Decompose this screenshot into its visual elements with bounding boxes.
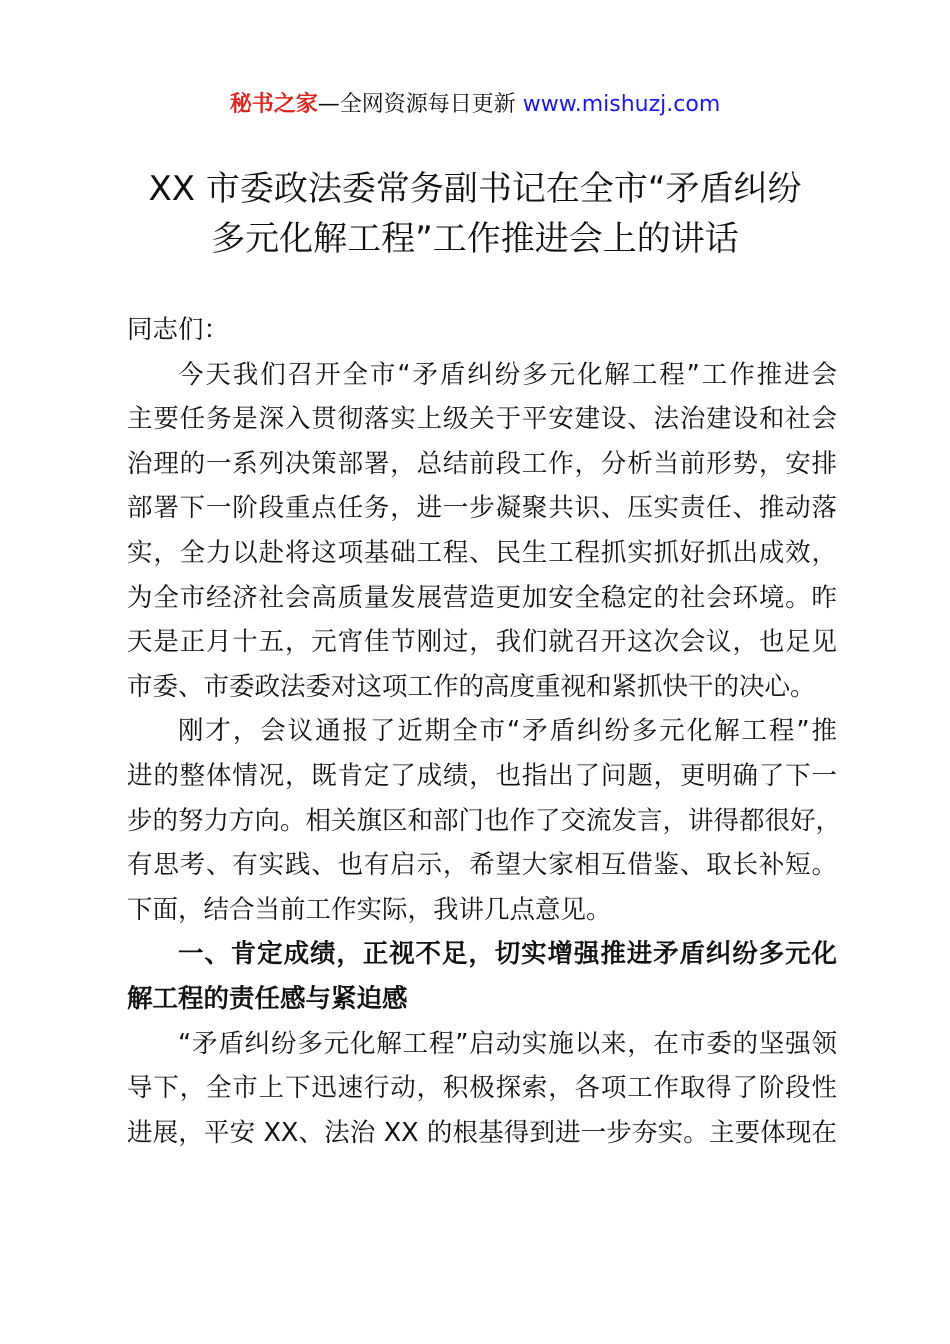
section-heading-1 [127, 932, 837, 1021]
heading-line: 一、肯定成绩，正视不足，切实增强推进矛盾纠纷多元化 [178, 939, 837, 970]
text-line: 为全市经济社会高质量发展营造更加安全稳定的社会环境。昨 [127, 582, 837, 613]
text-line: 步的努力方向。相关旗区和部门也作了交流发言，讲得都很好， [127, 805, 842, 836]
site-brand: 秘书之家 [229, 92, 318, 117]
text-line: 导下，全市上下迅速行动，积极探索，各项工作取得了阶段性 [127, 1073, 837, 1104]
text-line: 今天我们召开全市“矛盾纠纷多元化解工程”工作推进会 [178, 359, 837, 390]
text-line: 部署下一阶段重点任务，进一步凝聚共识、压实责任、推动落 [127, 493, 837, 524]
title-line-1: XX 市委政法委常务副书记在全市“矛盾纠纷 [148, 169, 802, 209]
text-line: 有思考、有实践、也有启示，希望大家相互借鉴、取长补短。 [127, 850, 837, 881]
paragraph-3 [127, 1022, 837, 1156]
site-header [0, 88, 950, 122]
paragraph-2 [127, 709, 842, 932]
text-line: 刚才，会议通报了近期全市“矛盾纠纷多元化解工程”推 [178, 716, 837, 747]
site-url-link[interactable]: www.mishuzj.com [522, 92, 721, 117]
text-line: 天是正月十五，元宵佳节刚过，我们就召开这次会议，也足见 [127, 627, 837, 658]
site-tagline: —全网资源每日更新 [317, 92, 516, 117]
document-body [127, 308, 842, 1155]
title-line-2: 多元化解工程”工作推进会上的讲话 [211, 219, 739, 259]
text-line: 进的整体情况，既肯定了成绩，也指出了问题，更明确了下一 [127, 760, 837, 791]
text-line: “矛盾纠纷多元化解工程”启动实施以来，在市委的坚强领 [178, 1028, 837, 1059]
salutation: 同志们： [127, 315, 230, 345]
text-line: 治理的一系列决策部署，总结前段工作，分析当前形势，安排 [127, 448, 837, 479]
text-line: 进展，平安 XX、法治 XX 的根基得到进一步夯实。主要体现在 [127, 1117, 837, 1148]
text-line: 实，全力以赴将这项基础工程、民生工程抓实抓好抓出成效， [127, 537, 837, 568]
text-line: 主要任务是深入贯彻落实上级关于平安建设、法治建设和社会 [127, 404, 837, 435]
heading-line: 解工程的责任感与紧迫感 [127, 983, 408, 1014]
text-line: 下面，结合当前工作实际，我讲几点意见。 [127, 894, 612, 925]
paragraph-1 [127, 353, 837, 710]
text-line: 市委、市委政法委对这项工作的高度重视和紧抓快干的决心。 [127, 671, 816, 702]
document-title [100, 164, 850, 264]
